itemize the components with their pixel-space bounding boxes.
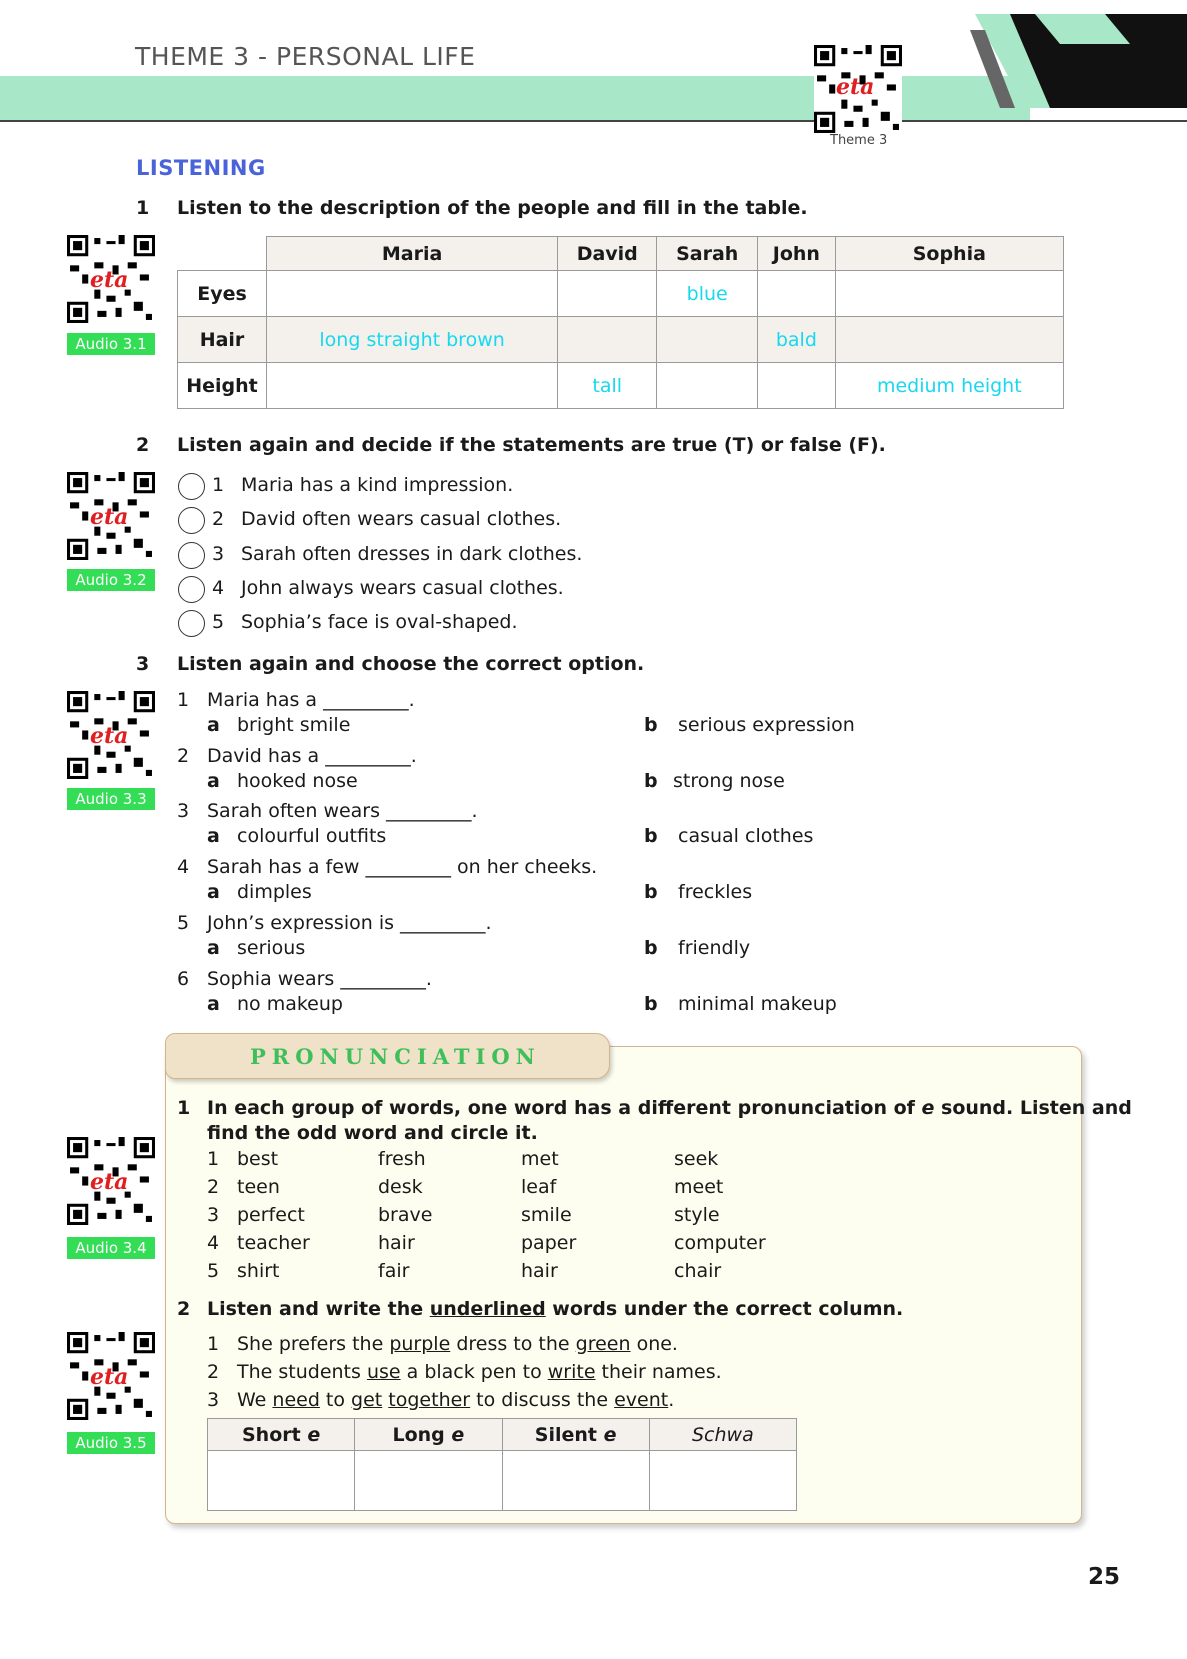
header-corner-graphic	[930, 0, 1187, 122]
column-header: Silent e	[502, 1419, 649, 1451]
option-b[interactable]: friendly	[678, 937, 751, 959]
word-option[interactable]: brave	[378, 1204, 433, 1226]
option-stem: Sarah often wears _________.	[207, 800, 478, 822]
question-number: 2	[136, 434, 150, 456]
answer-cell[interactable]	[355, 1451, 502, 1511]
qr-theme-label: Theme 3	[830, 133, 888, 148]
word-option[interactable]: teen	[237, 1176, 280, 1198]
answer-cell[interactable]	[558, 271, 657, 317]
option-letter-a: a	[207, 770, 220, 792]
question-text-line2: find the odd word and circle it.	[207, 1122, 538, 1144]
eta-logo: eta	[836, 74, 875, 100]
option-letter-b: b	[644, 770, 658, 792]
option-letter-a: a	[207, 937, 220, 959]
option-item-number: 6	[177, 968, 190, 990]
answer-cell[interactable]: long straight brown	[267, 317, 558, 363]
row-header: Height	[178, 363, 267, 409]
option-letter-a: a	[207, 881, 220, 903]
option-item-number: 4	[177, 856, 190, 878]
answer-cell[interactable]	[208, 1451, 355, 1511]
answer-cell[interactable]	[502, 1451, 649, 1511]
section-heading-pronunciation: PRONUNCIATION	[250, 1044, 541, 1069]
question-number: 3	[136, 653, 150, 675]
word-option[interactable]: seek	[674, 1148, 719, 1170]
statement-number: 4	[212, 577, 225, 599]
row-header: Hair	[178, 317, 267, 363]
option-a[interactable]: serious	[237, 937, 306, 959]
column-header: Long e	[355, 1419, 502, 1451]
option-letter-b: b	[644, 714, 658, 736]
option-stem: Maria has a _________.	[207, 689, 415, 711]
question-text: Listen and write the underlined words under the correct column.	[207, 1298, 904, 1320]
word-option[interactable]: perfect	[237, 1204, 305, 1226]
answer-cell[interactable]	[558, 317, 657, 363]
option-b[interactable]: serious expression	[678, 714, 855, 736]
option-item-number: 5	[177, 912, 190, 934]
audio-label[interactable]: Audio 3.3	[67, 788, 155, 810]
word-option[interactable]: hair	[378, 1232, 415, 1254]
page-number: 25	[1088, 1564, 1121, 1590]
option-stem: David has a _________.	[207, 745, 417, 767]
word-option[interactable]: teacher	[237, 1232, 310, 1254]
option-b[interactable]: freckles	[678, 881, 753, 903]
statement-text: David often wears casual clothes.	[241, 508, 562, 530]
answer-cell[interactable]: blue	[657, 271, 758, 317]
audio-label[interactable]: Audio 3.2	[67, 569, 155, 591]
answer-cell[interactable]	[267, 271, 558, 317]
column-header: John	[758, 237, 836, 271]
word-option[interactable]: computer	[674, 1232, 766, 1254]
sentence-number: 3	[207, 1389, 220, 1411]
option-letter-b: b	[644, 881, 658, 903]
option-a[interactable]: bright smile	[237, 714, 351, 736]
column-header: Sarah	[657, 237, 758, 271]
word-option[interactable]: smile	[521, 1204, 572, 1226]
statement-number: 2	[212, 508, 225, 530]
option-letter-a: a	[207, 993, 220, 1015]
answer-cell[interactable]	[649, 1451, 796, 1511]
word-option[interactable]: best	[237, 1148, 279, 1170]
answer-cell[interactable]	[758, 271, 836, 317]
word-option[interactable]: leaf	[521, 1176, 557, 1198]
answer-cell[interactable]	[835, 271, 1063, 317]
word-option[interactable]: paper	[521, 1232, 577, 1254]
statement-text: Sarah often dresses in dark clothes.	[241, 543, 583, 565]
group-number: 3	[207, 1204, 220, 1226]
sentence-number: 1	[207, 1333, 220, 1355]
option-letter-a: a	[207, 825, 220, 847]
tf-answer-circle[interactable]	[178, 473, 205, 500]
answer-cell[interactable]	[267, 363, 558, 409]
audio-label[interactable]: Audio 3.4	[67, 1237, 155, 1259]
theme-title: THEME 3 - PERSONAL LIFE	[135, 42, 476, 71]
word-option[interactable]: style	[674, 1204, 720, 1226]
group-number: 4	[207, 1232, 220, 1254]
sentence: The students use a black pen to write their names.	[237, 1361, 722, 1383]
option-stem: John’s expression is _________.	[207, 912, 492, 934]
question-text: Listen to the description of the people and fill in the table.	[177, 197, 808, 219]
option-letter-b: b	[644, 937, 658, 959]
word-option[interactable]: chair	[674, 1260, 722, 1282]
option-item-number: 1	[177, 689, 190, 711]
tf-answer-circle[interactable]	[178, 507, 205, 534]
answer-cell[interactable]	[758, 363, 836, 409]
question-text: Listen again and choose the correct option.	[177, 653, 645, 675]
question-text: In each group of words, one word has a different pronunciation of e sound. Listen and	[207, 1097, 1132, 1119]
eta-logo: eta	[90, 723, 129, 749]
answer-cell[interactable]: medium height	[835, 363, 1063, 409]
eta-logo: eta	[90, 1364, 129, 1390]
option-a[interactable]: no makeup	[237, 993, 343, 1015]
eta-logo: eta	[90, 1169, 129, 1195]
option-letter-b: b	[644, 825, 658, 847]
row-header: Eyes	[178, 271, 267, 317]
column-header: Schwa	[649, 1419, 796, 1451]
statement-text: Sophia’s face is oval-shaped.	[241, 611, 518, 633]
option-b[interactable]: casual clothes	[678, 825, 814, 847]
table-corner	[178, 237, 267, 271]
question-number: 1	[136, 197, 150, 219]
column-header: David	[558, 237, 657, 271]
sentence: We need to get together to discuss the event.	[237, 1389, 675, 1411]
sentence: She prefers the purple dress to the green one.	[237, 1333, 678, 1355]
column-header: Short e	[208, 1419, 355, 1451]
word-option[interactable]: meet	[674, 1176, 724, 1198]
answer-cell[interactable]	[835, 317, 1063, 363]
statement-number: 3	[212, 543, 225, 565]
statement-text: Maria has a kind impression.	[241, 474, 514, 496]
group-number: 5	[207, 1260, 220, 1282]
word-option[interactable]: hair	[521, 1260, 558, 1282]
section-heading-listening: LISTENING	[136, 156, 266, 180]
answer-cell[interactable]: tall	[558, 363, 657, 409]
answer-cell[interactable]	[657, 363, 758, 409]
sound-columns-table	[207, 1418, 797, 1511]
option-stem: Sarah has a few _________ on her cheeks.	[207, 856, 598, 878]
option-a[interactable]: colourful outfits	[237, 825, 387, 847]
audio-label[interactable]: Audio 3.1	[67, 333, 155, 355]
audio-label[interactable]: Audio 3.5	[67, 1432, 155, 1454]
question-number: 1	[177, 1097, 191, 1119]
statement-text: John always wears casual clothes.	[241, 577, 564, 599]
word-option[interactable]: fair	[378, 1260, 410, 1282]
word-option[interactable]: shirt	[237, 1260, 280, 1282]
column-header: Maria	[267, 237, 558, 271]
option-a[interactable]: hooked nose	[237, 770, 358, 792]
group-number: 2	[207, 1176, 220, 1198]
option-item-number: 3	[177, 800, 190, 822]
sentence-number: 2	[207, 1361, 220, 1383]
word-option[interactable]: desk	[378, 1176, 423, 1198]
option-letter-a: a	[207, 714, 220, 736]
question-number: 2	[177, 1298, 191, 1320]
eta-logo: eta	[90, 267, 129, 293]
option-b[interactable]: strong nose	[673, 770, 785, 792]
option-a[interactable]: dimples	[237, 881, 312, 903]
tf-answer-circle[interactable]	[178, 610, 205, 637]
statement-number: 1	[212, 474, 225, 496]
option-stem: Sophia wears _________.	[207, 968, 432, 990]
option-b[interactable]: minimal makeup	[678, 993, 837, 1015]
description-table	[177, 236, 1064, 409]
tf-answer-circle[interactable]	[178, 542, 205, 569]
answer-cell[interactable]	[657, 317, 758, 363]
answer-cell[interactable]: bald	[758, 317, 836, 363]
question-text: Listen again and decide if the statements are true (T) or false (F).	[177, 434, 886, 456]
eta-logo: eta	[90, 504, 129, 530]
option-letter-b: b	[644, 993, 658, 1015]
word-option[interactable]: fresh	[378, 1148, 426, 1170]
group-number: 1	[207, 1148, 220, 1170]
column-header: Sophia	[835, 237, 1063, 271]
option-item-number: 2	[177, 745, 190, 767]
statement-number: 5	[212, 611, 225, 633]
word-option[interactable]: met	[521, 1148, 559, 1170]
tf-answer-circle[interactable]	[178, 576, 205, 603]
